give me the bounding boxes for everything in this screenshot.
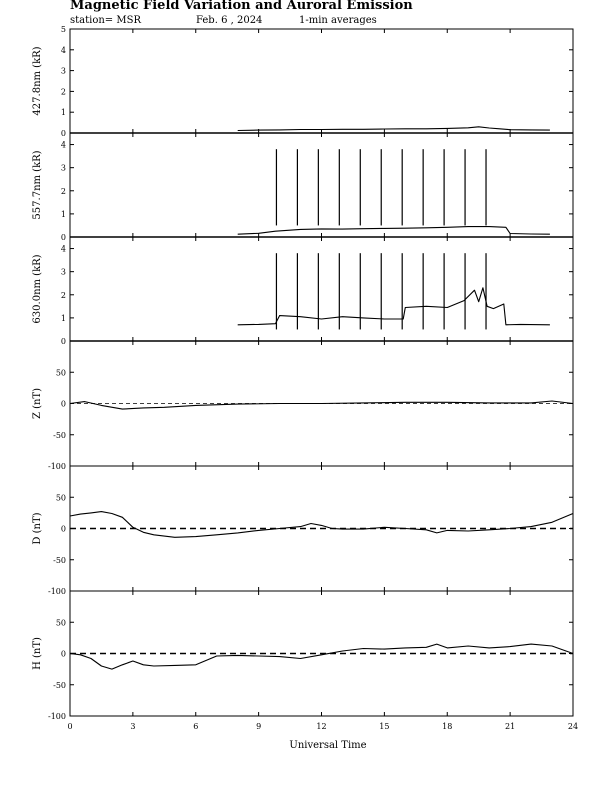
y-tick-label: -50: [53, 430, 66, 440]
x-tick-label: 24: [567, 722, 579, 731]
date-label: Feb. 6 , 2024: [196, 15, 263, 26]
panel-frame: [70, 237, 573, 341]
y-tick-label: 1: [60, 209, 66, 219]
y-tick-label: 0: [60, 524, 66, 534]
panel-pH: [32, 591, 578, 731]
figure-title: Magnetic Field Variation and Auroral Emission: [70, 0, 413, 13]
y-tick-label: 50: [55, 493, 66, 503]
y-axis-label: 630.0nm (kR): [32, 254, 43, 324]
y-tick-label: 3: [60, 66, 66, 76]
y-tick-label: -100: [48, 712, 66, 721]
x-tick-label: 0: [67, 722, 73, 731]
x-tick-label: 12: [316, 722, 327, 731]
panel-p6300: [32, 237, 573, 346]
y-tick-label: 0: [60, 129, 66, 138]
y-tick-label: 4: [60, 140, 66, 150]
panel-p4278: [32, 25, 573, 138]
y-tick-label: 1: [60, 108, 66, 118]
y-tick-label: -100: [48, 462, 66, 471]
x-tick-label: 9: [256, 722, 262, 731]
y-tick-label: 0: [60, 337, 66, 346]
y-tick-label: -100: [48, 587, 66, 596]
y-axis-label: 427.8nm (kR): [32, 46, 43, 116]
x-tick-label: 21: [505, 722, 516, 731]
data-line-p6300: [238, 288, 550, 325]
y-tick-label: -50: [53, 680, 66, 690]
y-axis-label: Z (nT): [32, 387, 43, 420]
y-tick-label: 2: [60, 290, 66, 300]
y-axis-label: H (nT): [32, 637, 43, 670]
panel-frame: [70, 133, 573, 237]
y-tick-label: 3: [60, 267, 66, 277]
y-tick-label: 1: [60, 313, 66, 323]
panel-pZ: [32, 341, 573, 471]
panel-frame: [70, 29, 573, 133]
data-line-p5577: [238, 227, 550, 235]
y-tick-label: 3: [60, 163, 66, 173]
x-tick-label: 15: [379, 722, 390, 731]
y-axis-label: 557.7nm (kR): [32, 150, 43, 220]
data-line-p4278: [238, 127, 550, 131]
y-tick-label: 50: [55, 368, 66, 378]
panel-p5577: [32, 133, 573, 242]
data-line-pZ: [70, 401, 573, 409]
x-tick-label: 3: [130, 722, 136, 731]
x-tick-label: 18: [442, 722, 453, 731]
y-tick-label: 50: [55, 618, 66, 628]
y-tick-label: 4: [60, 45, 66, 55]
y-tick-label: 0: [60, 649, 66, 659]
panel-pD: [32, 466, 573, 596]
x-axis-label: Universal Time: [289, 740, 367, 751]
averaging-label: 1-min averages: [299, 15, 377, 26]
y-tick-label: -50: [53, 555, 66, 565]
panel-stack: [32, 25, 578, 731]
y-tick-label: 2: [60, 87, 66, 97]
y-tick-label: 0: [60, 233, 66, 242]
y-tick-label: 5: [60, 25, 66, 34]
x-tick-label: 6: [193, 722, 199, 731]
data-line-pD: [70, 512, 573, 538]
y-axis-label: D (nT): [32, 512, 43, 545]
station-label: station= MSR: [70, 15, 141, 26]
y-tick-label: 0: [60, 399, 66, 409]
y-tick-label: 2: [60, 186, 66, 196]
y-tick-label: 4: [60, 244, 66, 254]
data-line-pH: [70, 644, 573, 669]
